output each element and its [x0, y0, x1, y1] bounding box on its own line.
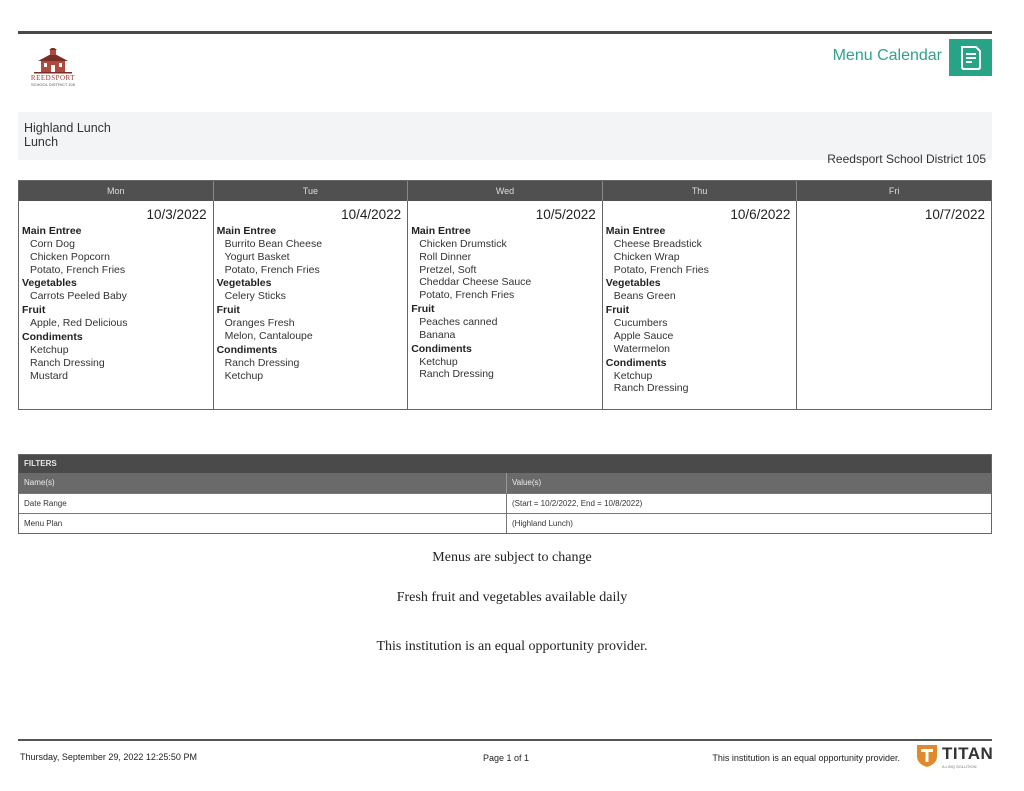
filters-value-header: Value(s) [512, 478, 542, 487]
menu-item: Ranch Dressing [30, 356, 105, 369]
menu-item: Cucumbers [613, 317, 668, 330]
note-fresh-fruit: Fresh fruit and vegetables available daily [396, 590, 628, 605]
titan-logo-icon [916, 744, 938, 768]
menu-item: Peaches canned [419, 315, 498, 328]
footer-equal-opportunity: This institution is an equal opportunity provider. [712, 753, 900, 763]
menu-item: Melon, Cantaloupe [224, 329, 313, 342]
menu-item: Burrito Bean Cheese [224, 238, 323, 250]
menu-plan-label [24, 121, 111, 149]
menu-item: Ketchup [30, 343, 69, 356]
menu-category: Main Entree [411, 225, 471, 237]
filter-value: (Start = 10/2/2022, End = 10/8/2022) [512, 499, 643, 508]
note-equal-opportunity: This institution is an equal opportunity provider. [376, 639, 648, 654]
menu-item: Ketchup [419, 355, 458, 368]
filters-header-row [19, 473, 991, 493]
calendar-body [19, 201, 991, 409]
menu-item: Roll Dinner [419, 250, 472, 263]
menu-plan-name: Highland Lunch [24, 121, 111, 135]
top-rule [18, 31, 992, 34]
menu-item: Ketchup [224, 369, 264, 382]
menu-category: Vegetables [605, 277, 661, 290]
menu-item: Ranch Dressing [224, 356, 300, 369]
weekday-thu: Thu [603, 181, 798, 201]
menu-item: Ranch Dressing [613, 382, 689, 395]
menu-item: Mustard [30, 369, 68, 382]
day-date: 10/5/2022 [535, 207, 596, 222]
day-date: 10/4/2022 [341, 207, 402, 222]
menu-item: Yogurt Basket [224, 250, 290, 263]
filters-title: FILTERS [19, 455, 991, 473]
weekday-tue: Tue [214, 181, 409, 201]
menu-category: Main Entree [22, 225, 82, 237]
menu-item: Apple Sauce [613, 329, 674, 342]
filter-name: Menu Plan [19, 514, 507, 533]
menu-item: Potato, French Fries [30, 263, 126, 276]
weekday-fri: Fri [888, 186, 900, 196]
bottom-rule [18, 739, 992, 741]
menu-category: Main Entree [605, 225, 666, 237]
day-date: 10/7/2022 [924, 207, 985, 222]
menu-category: Condiments [411, 342, 472, 355]
menu-item: Chicken Drumstick [419, 238, 507, 250]
app-title: Menu Calendar [832, 47, 942, 64]
menu-item: Chicken Wrap [613, 250, 680, 263]
district-name: Reedsport School District 105 [827, 152, 986, 166]
menu-item: Oranges Fresh [224, 317, 295, 330]
menu-calendar [18, 180, 992, 410]
menu-category: Vegetables [22, 277, 77, 290]
menu-item: Celery Sticks [224, 290, 286, 303]
weekday-mon: Mon [19, 181, 214, 201]
menu-item: Potato, French Fries [419, 289, 515, 302]
day-cell-tue [214, 201, 409, 409]
menu-category: Condiments [605, 356, 667, 369]
menu-item: Potato, French Fries [224, 263, 320, 276]
menu-item: Corn Dog [30, 238, 75, 250]
menu-item: Beans Green [613, 290, 676, 303]
filter-value: (Highland Lunch) [512, 519, 573, 528]
menu-item: Banana [419, 328, 456, 341]
menu-category: Fruit [411, 302, 435, 315]
menu-item: Ranch Dressing [419, 368, 494, 381]
menu-item: Apple, Red Delicious [30, 317, 128, 330]
menu-item: Carrots Peeled Baby [30, 290, 127, 303]
menu-item: Pretzel, Soft [419, 263, 477, 276]
day-date: 10/3/2022 [146, 207, 207, 222]
note-menus-subject: Menus are subject to change [432, 550, 592, 565]
day-cell-thu [603, 201, 798, 409]
menu-category: Fruit [605, 304, 630, 317]
menu-category: Fruit [22, 304, 46, 317]
menu-category: Vegetables [216, 277, 272, 290]
day-date: 10/6/2022 [730, 207, 791, 222]
menu-document-icon[interactable] [949, 39, 992, 76]
filters-name-header: Name(s) [19, 473, 507, 493]
logo-text: REEDSPORT [30, 74, 76, 82]
menu-category: Fruit [216, 304, 240, 317]
filter-name: Date Range [19, 494, 507, 513]
page-number: Page 1 of 1 [482, 753, 530, 763]
titan-brand-sub: A LINQ SOLUTION [942, 764, 977, 769]
titan-brand: TITAN [942, 744, 994, 763]
filters-table [18, 454, 992, 534]
district-logo [24, 48, 82, 86]
logo-subtext: SCHOOL DISTRICT 105 [30, 82, 75, 87]
meal-type: Lunch [24, 135, 59, 149]
day-cell-fri [797, 201, 991, 409]
menu-category: Condiments [22, 330, 83, 343]
menu-item: Potato, French Fries [613, 263, 709, 276]
table-row [19, 513, 991, 533]
menu-item: Cheese Breadstick [613, 238, 702, 250]
weekday-header [19, 181, 991, 201]
print-timestamp: Thursday, September 29, 2022 12:25:50 PM [20, 752, 197, 762]
menu-item: Ketchup [613, 369, 653, 382]
day-cell-mon [19, 201, 214, 409]
menu-category: Condiments [216, 343, 278, 356]
menu-item: Chicken Popcorn [30, 250, 110, 263]
menu-category: Main Entree [216, 225, 277, 237]
table-row [19, 493, 991, 513]
day-cell-wed [408, 201, 603, 409]
menu-item: Cheddar Cheese Sauce [419, 276, 532, 289]
schoolhouse-icon [24, 48, 82, 74]
weekday-wed: Wed [408, 181, 603, 201]
menu-item: Watermelon [613, 342, 670, 355]
